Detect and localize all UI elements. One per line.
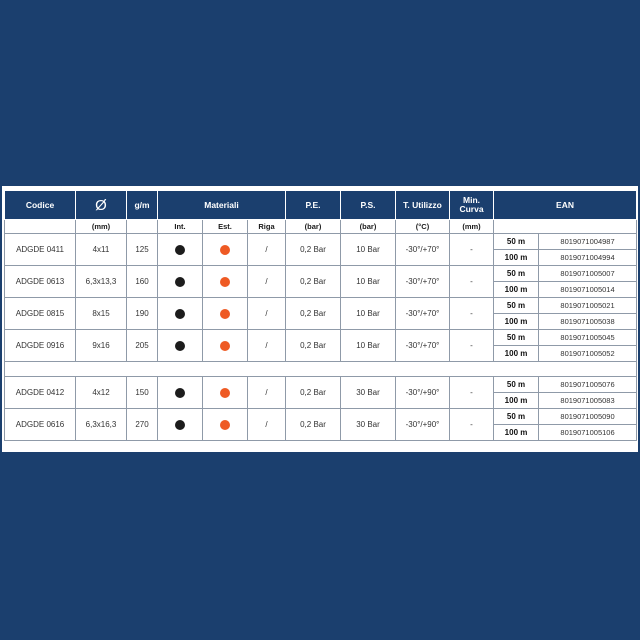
temp-value: -30°/+90° — [396, 409, 450, 441]
diameter-value: 6,3x13,3 — [76, 266, 127, 298]
subheader-external: Est. — [203, 220, 248, 234]
diameter-value: 9x16 — [76, 330, 127, 362]
pe-value: 0,2 Bar — [286, 330, 341, 362]
external-color-dot — [220, 245, 230, 255]
stripe-value: / — [248, 409, 286, 441]
ean-value: 8019071005021 — [539, 298, 637, 314]
external-color-dot-cell — [203, 234, 248, 266]
header-temp: T. Utilizzo — [396, 191, 450, 220]
internal-color-dot — [175, 309, 185, 319]
length-value: 100 m — [494, 282, 539, 298]
subheader-internal: Int. — [158, 220, 203, 234]
temp-value: -30°/+70° — [396, 298, 450, 330]
stripe-value: / — [248, 377, 286, 409]
temp-value: -30°/+90° — [396, 377, 450, 409]
header-codice: Codice — [5, 191, 76, 220]
length-value: 50 m — [494, 409, 539, 425]
external-color-dot-cell — [203, 298, 248, 330]
min-curve-value: - — [450, 377, 494, 409]
subheader-ps-unit: (bar) — [341, 220, 396, 234]
weight-value: 270 — [127, 409, 158, 441]
diameter-value: 6,3x16,3 — [76, 409, 127, 441]
min-curve-value: - — [450, 409, 494, 441]
pe-value: 0,2 Bar — [286, 377, 341, 409]
length-value: 50 m — [494, 266, 539, 282]
header-min-curve-line1: Min. — [463, 195, 481, 205]
product-code: ADGDE 0916 — [5, 330, 76, 362]
subheader-stripe: Riga — [248, 220, 286, 234]
header-min-curve — [450, 191, 494, 220]
external-color-dot — [220, 388, 230, 398]
subheader-ean-empty — [494, 220, 637, 234]
header-weight: g/m — [127, 191, 158, 220]
length-value: 100 m — [494, 314, 539, 330]
ps-value: 30 Bar — [341, 377, 396, 409]
product-code: ADGDE 0412 — [5, 377, 76, 409]
header-materials: Materiali — [158, 191, 286, 220]
product-code: ADGDE 0613 — [5, 266, 76, 298]
subheader-pe-unit: (bar) — [286, 220, 341, 234]
pe-value: 0,2 Bar — [286, 298, 341, 330]
stripe-value: / — [248, 330, 286, 362]
ean-value: 8019071005014 — [539, 282, 637, 298]
header-diameter: Ø — [76, 191, 127, 220]
temp-value: -30°/+70° — [396, 234, 450, 266]
subheader-codice-empty — [5, 220, 76, 234]
weight-value: 150 — [127, 377, 158, 409]
weight-value: 205 — [127, 330, 158, 362]
table-row — [5, 234, 637, 250]
external-color-dot-cell — [203, 266, 248, 298]
pe-value: 0,2 Bar — [286, 266, 341, 298]
length-value: 50 m — [494, 298, 539, 314]
external-color-dot — [220, 277, 230, 287]
internal-color-dot-cell — [158, 409, 203, 441]
ps-value: 30 Bar — [341, 409, 396, 441]
length-value: 50 m — [494, 330, 539, 346]
internal-color-dot — [175, 341, 185, 351]
table-row — [5, 330, 637, 346]
subheader-temp-unit: (°C) — [396, 220, 450, 234]
ean-value: 8019071005083 — [539, 393, 637, 409]
ean-value: 8019071005045 — [539, 330, 637, 346]
subheader-diameter-unit: (mm) — [76, 220, 127, 234]
length-value: 100 m — [494, 346, 539, 362]
table-header — [5, 191, 637, 234]
ean-value: 8019071004987 — [539, 234, 637, 250]
internal-color-dot-cell — [158, 266, 203, 298]
product-code: ADGDE 0815 — [5, 298, 76, 330]
product-spec-table — [4, 190, 637, 441]
min-curve-value: - — [450, 298, 494, 330]
header-ps: P.S. — [341, 191, 396, 220]
internal-color-dot-cell — [158, 298, 203, 330]
length-value: 50 m — [494, 234, 539, 250]
product-code: ADGDE 0616 — [5, 409, 76, 441]
pe-value: 0,2 Bar — [286, 409, 341, 441]
temp-value: -30°/+70° — [396, 330, 450, 362]
ean-value: 8019071005106 — [539, 425, 637, 441]
table-row — [5, 266, 637, 282]
weight-value: 125 — [127, 234, 158, 266]
header-row — [5, 191, 637, 220]
internal-color-dot-cell — [158, 330, 203, 362]
temp-value: -30°/+70° — [396, 266, 450, 298]
ps-value: 10 Bar — [341, 298, 396, 330]
weight-value: 160 — [127, 266, 158, 298]
weight-value: 190 — [127, 298, 158, 330]
internal-color-dot — [175, 420, 185, 430]
table-row — [5, 409, 637, 425]
diameter-value: 4x11 — [76, 234, 127, 266]
external-color-dot-cell — [203, 330, 248, 362]
length-value: 100 m — [494, 425, 539, 441]
subheader-min-curve-unit: (mm) — [450, 220, 494, 234]
internal-color-dot — [175, 277, 185, 287]
external-color-dot — [220, 420, 230, 430]
group-separator-row — [5, 362, 637, 377]
pe-value: 0,2 Bar — [286, 234, 341, 266]
min-curve-value: - — [450, 266, 494, 298]
min-curve-value: - — [450, 330, 494, 362]
product-code: ADGDE 0411 — [5, 234, 76, 266]
header-ean: EAN — [494, 191, 637, 220]
ean-value: 8019071005052 — [539, 346, 637, 362]
internal-color-dot — [175, 388, 185, 398]
stripe-value: / — [248, 266, 286, 298]
subheader-weight-empty — [127, 220, 158, 234]
diameter-value: 8x15 — [76, 298, 127, 330]
table-row — [5, 298, 637, 314]
ean-value: 8019071004994 — [539, 250, 637, 266]
table-body — [5, 234, 637, 441]
external-color-dot-cell — [203, 377, 248, 409]
diameter-value: 4x12 — [76, 377, 127, 409]
ps-value: 10 Bar — [341, 234, 396, 266]
min-curve-value: - — [450, 234, 494, 266]
table-row — [5, 377, 637, 393]
external-color-dot-cell — [203, 409, 248, 441]
ean-value: 8019071005038 — [539, 314, 637, 330]
stripe-value: / — [248, 298, 286, 330]
internal-color-dot-cell — [158, 234, 203, 266]
subheader-row — [5, 220, 637, 234]
spec-sheet — [2, 186, 638, 452]
internal-color-dot-cell — [158, 377, 203, 409]
group-separator-cell — [5, 362, 637, 377]
external-color-dot — [220, 341, 230, 351]
ean-value: 8019071005090 — [539, 409, 637, 425]
internal-color-dot — [175, 245, 185, 255]
ean-value: 8019071005076 — [539, 377, 637, 393]
ean-value: 8019071005007 — [539, 266, 637, 282]
length-value: 100 m — [494, 393, 539, 409]
external-color-dot — [220, 309, 230, 319]
ps-value: 10 Bar — [341, 266, 396, 298]
header-pe: P.E. — [286, 191, 341, 220]
ps-value: 10 Bar — [341, 330, 396, 362]
header-min-curve-line2: Curva — [459, 204, 484, 214]
stripe-value: / — [248, 234, 286, 266]
length-value: 100 m — [494, 250, 539, 266]
length-value: 50 m — [494, 377, 539, 393]
